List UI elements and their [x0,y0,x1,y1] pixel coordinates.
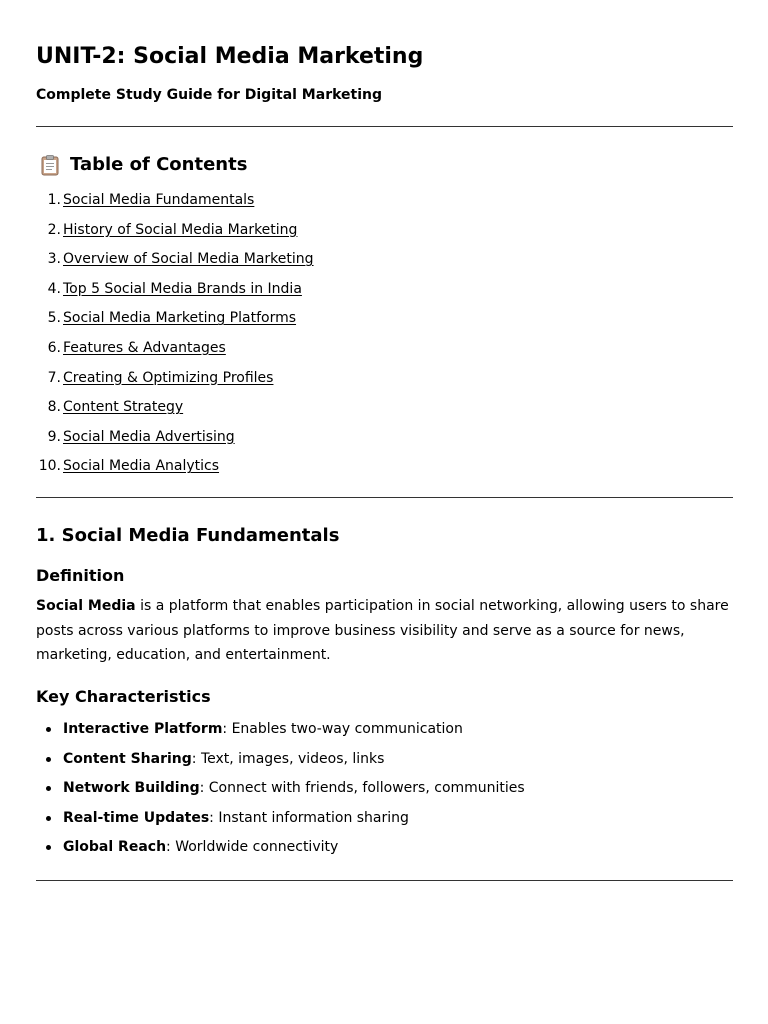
characteristics-list [36,716,525,864]
toc-item-number: 5. [47,310,61,327]
list-item [36,775,525,805]
definition-text: is a platform that enables participation in social networking, allowing users to share posts across various platforms to improve business visibility and serve as a source for news, marketing, education, and entertainment. [36,598,729,663]
toc-item [36,187,314,217]
clipboard-icon [39,154,61,176]
characteristic-term: Interactive Platform [63,721,223,737]
toc-heading [36,152,247,178]
characteristic-desc: : Worldwide connectivity [166,839,339,855]
toc-heading-label: Table of Contents [70,154,248,175]
list-item [36,805,525,835]
list-item [36,746,525,776]
toc-link-advertising[interactable]: Social Media Advertising [63,428,235,445]
toc-link-social-media-fundamentals[interactable]: Social Media Fundamentals [63,192,255,208]
characteristic-term: Content Sharing [63,750,192,767]
toc-item-number: 6. [47,339,61,356]
bullet-icon [46,727,51,732]
bullet-icon [46,845,51,850]
toc-item [36,276,314,306]
toc-link-analytics[interactable]: Social Media Analytics [63,458,220,475]
characteristic-desc: : Connect with friends, followers, communities [199,780,525,796]
section-heading: 1. Social Media Fundamentals [36,525,340,546]
bullet-icon [46,757,51,762]
document-subtitle: Complete Study Guide for Digital Marketing [36,87,383,103]
toc-link-platforms[interactable]: Social Media Marketing Platforms [63,310,297,327]
characteristic-desc: : Instant information sharing [209,809,409,826]
divider-middle [36,497,733,498]
toc-link-top-brands[interactable]: Top 5 Social Media Brands in India [63,280,302,297]
divider-bottom [36,880,733,881]
toc-list [36,187,314,483]
characteristic-desc: : Enables two-way communication [222,721,463,737]
toc-item-number: 1. [47,192,61,208]
toc-item-number: 9. [47,428,61,445]
toc-item [36,424,314,454]
toc-item [36,305,314,335]
definition-term: Social Media [36,598,136,614]
toc-item-number: 8. [47,399,61,416]
toc-link-features[interactable]: Features & Advantages [63,339,226,356]
toc-link-content-strategy[interactable]: Content Strategy [63,399,184,416]
characteristic-term: Global Reach [63,839,167,855]
characteristic-desc: : Text, images, videos, links [191,750,385,767]
toc-item-number: 2. [47,221,61,238]
list-item [36,716,525,746]
toc-item [36,335,314,365]
toc-item [36,246,314,276]
bullet-icon [46,786,51,791]
toc-item [36,394,314,424]
characteristic-term: Real-time Updates [63,809,210,826]
toc-item-number: 10. [38,458,61,475]
divider-top [36,126,733,127]
document-title: UNIT-2: Social Media Marketing [36,44,424,69]
toc-item-number: 7. [47,369,61,386]
toc-item-number: 4. [47,280,61,297]
characteristic-term: Network Building [63,780,200,796]
toc-link-profiles[interactable]: Creating & Optimizing Profiles [63,369,274,386]
toc-item-number: 3. [47,251,61,268]
list-item [36,834,525,864]
bullet-icon [46,816,51,821]
toc-link-history[interactable]: History of Social Media Marketing [63,221,298,238]
toc-item [36,453,314,483]
toc-item [36,217,314,247]
toc-item [36,365,314,395]
definition-paragraph [36,594,733,668]
toc-link-overview[interactable]: Overview of Social Media Marketing [63,251,314,268]
characteristics-heading: Key Characteristics [36,687,211,706]
definition-heading: Definition [36,566,125,585]
